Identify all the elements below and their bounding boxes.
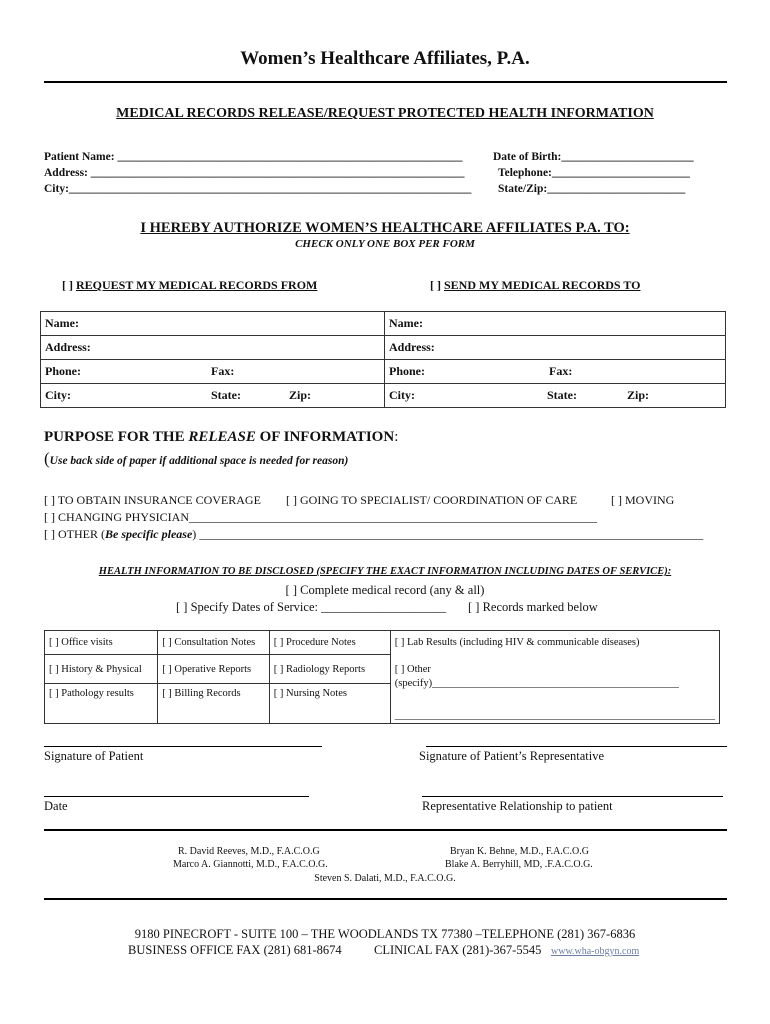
- form-title: MEDICAL RECORDS RELEASE/REQUEST PROTECTED HEALTH INFORMATION: [116, 106, 654, 121]
- consultation-notes-option[interactable]: [ ] Consultation Notes: [158, 631, 270, 655]
- radiology-reports-option[interactable]: [ ] Radiology Reports: [269, 655, 390, 684]
- authorize-subtitle: CHECK ONLY ONE BOX PER FORM: [295, 238, 475, 250]
- opt-other-a: [ ] OTHER (: [44, 527, 105, 541]
- other-specify-line[interactable]: _____________________________________________________________: [394, 709, 715, 721]
- to-fax-label: Fax:: [549, 364, 573, 378]
- marked-below-option[interactable]: [ ] Records marked below: [468, 600, 598, 614]
- from-zip-label: Zip:: [289, 388, 312, 402]
- send-checkbox[interactable]: [ ]: [430, 278, 441, 292]
- lab-results-option[interactable]: [ ] Lab Results (including HIV & communicable diseases): [390, 631, 719, 655]
- opt-other[interactable]: [44, 527, 703, 542]
- date-label: Date: [44, 799, 68, 813]
- to-name-cell[interactable]: [385, 312, 726, 336]
- footer-address: 9180 PINECROFT - SUITE 100 – THE WOODLANDS TX 77380 –TELEPHONE (281) 367-6836: [134, 927, 636, 941]
- header-rule: [44, 81, 727, 83]
- opt-other-b: Be specific please: [104, 527, 193, 541]
- purpose-note-paren: (: [44, 449, 50, 468]
- physician-reeves: R. David Reeves, M.D., F.A.C.O.G: [178, 846, 320, 857]
- org-title: Women’s Healthcare Affiliates, P.A.: [240, 48, 530, 69]
- to-city-cell[interactable]: [385, 384, 726, 408]
- physician-dalati: Steven S. Dalati, M.D., F.A.C.O.G.: [314, 873, 456, 884]
- from-address-cell[interactable]: [41, 336, 385, 360]
- to-state-label: State:: [547, 388, 577, 402]
- state-zip-field[interactable]: State/Zip:________________________: [498, 183, 686, 195]
- complete-record-option[interactable]: [ ] Complete medical record (any & all): [285, 583, 485, 597]
- from-name-cell[interactable]: [41, 312, 385, 336]
- other-specify-option[interactable]: [ ] Other (specify)_______________________________________________: [394, 663, 679, 689]
- footer-website-link[interactable]: www.wha-obgyn.com: [551, 946, 640, 957]
- patient-signature-line[interactable]: [44, 746, 322, 747]
- city-field[interactable]: City:______________________________________________________________________: [44, 183, 472, 195]
- physician-behne: Bryan K. Behne, M.D., F.A.C.O.G: [450, 846, 589, 857]
- opt-changing-physician[interactable]: [ ] CHANGING PHYSICIAN____________________________________________________________________: [44, 510, 597, 524]
- footer-business-fax: BUSINESS OFFICE FAX (281) 681-8674: [128, 943, 342, 957]
- send-label: SEND MY MEDICAL RECORDS TO: [444, 278, 641, 292]
- nursing-notes-option[interactable]: [ ] Nursing Notes: [269, 684, 390, 723]
- request-label: REQUEST MY MEDICAL RECORDS FROM: [76, 278, 318, 292]
- dob-field[interactable]: Date of Birth:_______________________: [493, 151, 694, 163]
- from-city-cell[interactable]: [41, 384, 385, 408]
- from-address-label: Address:: [45, 340, 91, 354]
- from-phone-cell[interactable]: [41, 360, 385, 384]
- purpose-title-b: RELEASE: [188, 429, 256, 445]
- footer-clinical-fax: CLINICAL FAX (281)-367-5545: [374, 943, 542, 957]
- purpose-title-c: OF INFORMATION: [255, 429, 395, 445]
- address-field[interactable]: Address: _________________________________________________________________: [44, 167, 465, 179]
- to-zip-label: Zip:: [627, 388, 650, 402]
- opt-other-c: ) ____________________________________________________________________________________: [192, 527, 704, 541]
- patient-name-field[interactable]: Patient Name: ____________________________________________________________: [44, 151, 463, 163]
- relationship-label: Representative Relationship to patient: [422, 799, 613, 813]
- purpose-title-a: PURPOSE FOR THE: [44, 429, 189, 445]
- request-option[interactable]: [62, 278, 317, 293]
- send-option[interactable]: [430, 278, 640, 293]
- from-fax-label: Fax:: [211, 364, 235, 378]
- telephone-field[interactable]: Telephone:________________________: [498, 167, 690, 179]
- purpose-title-colon: :: [394, 429, 399, 445]
- from-name-label: Name:: [45, 316, 79, 330]
- representative-signature-line[interactable]: [426, 746, 727, 747]
- office-visits-option[interactable]: [ ] Office visits: [45, 631, 158, 655]
- operative-reports-option[interactable]: [ ] Operative Reports: [158, 655, 270, 684]
- to-phone-cell[interactable]: [385, 360, 726, 384]
- patient-signature-label: Signature of Patient: [44, 749, 144, 763]
- other-specify-cell[interactable]: [390, 655, 719, 724]
- to-city-label: City:: [389, 388, 415, 402]
- purpose-note-text: Use back side of paper if additional space is needed for reason): [49, 455, 349, 467]
- physicians-bottom-rule: [44, 898, 727, 900]
- to-address-label: Address:: [389, 340, 435, 354]
- relationship-line[interactable]: [422, 796, 723, 797]
- specify-dates-option[interactable]: [ ] Specify Dates of Service: ____________________: [176, 600, 447, 614]
- opt-insurance[interactable]: [ ] TO OBTAIN INSURANCE COVERAGE: [44, 493, 261, 507]
- from-city-label: City:: [45, 388, 71, 402]
- authorize-title: I HEREBY AUTHORIZE WOMEN’S HEALTHCARE AFFILIATES P.A. TO:: [140, 220, 630, 236]
- billing-records-option[interactable]: [ ] Billing Records: [158, 684, 270, 723]
- date-line[interactable]: [44, 796, 309, 797]
- to-address-cell[interactable]: [385, 336, 726, 360]
- physician-berryhill: Blake A. Berryhill, MD, .F.A.C.O.G.: [445, 859, 593, 870]
- to-name-label: Name:: [389, 316, 423, 330]
- purpose-note: [44, 449, 348, 469]
- procedure-notes-option[interactable]: [ ] Procedure Notes: [269, 631, 390, 655]
- from-phone-label: Phone:: [45, 364, 81, 378]
- opt-moving[interactable]: [ ] MOVING: [611, 493, 675, 507]
- history-physical-option[interactable]: [ ] History & Physical: [45, 655, 158, 684]
- opt-specialist[interactable]: [ ] GOING TO SPECIALIST/ COORDINATION OF CARE: [286, 493, 578, 507]
- records-table: [44, 630, 720, 724]
- from-state-label: State:: [211, 388, 241, 402]
- physicians-top-rule: [44, 829, 727, 831]
- disclose-heading: HEALTH INFORMATION TO BE DISCLOSED (SPECIFY THE EXACT INFORMATION INCLUDING DATES OF SERVICE):: [98, 566, 672, 577]
- physician-giannotti: Marco A. Giannotti, M.D., F.A.C.O.G.: [173, 859, 328, 870]
- purpose-title: [44, 429, 398, 446]
- pathology-results-option[interactable]: [ ] Pathology results: [45, 684, 158, 723]
- contact-table: [40, 311, 726, 408]
- representative-signature-label: Signature of Patient’s Representative: [419, 749, 605, 763]
- to-phone-label: Phone:: [389, 364, 425, 378]
- request-checkbox[interactable]: [ ]: [62, 278, 73, 292]
